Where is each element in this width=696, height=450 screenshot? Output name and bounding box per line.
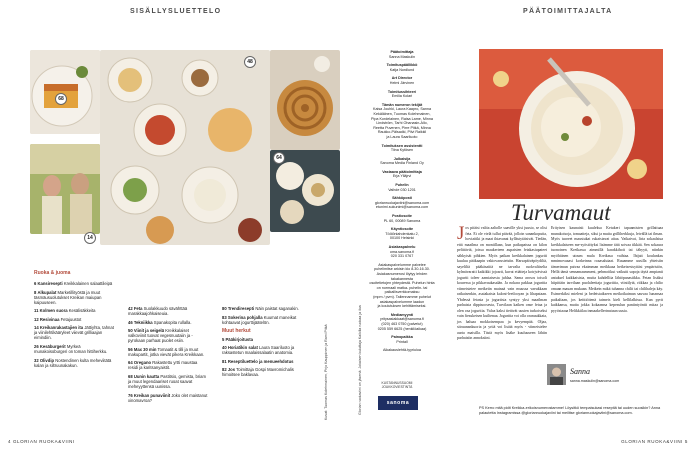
editorial-body-column-1 (457, 223, 547, 342)
credits-block (366, 183, 438, 192)
table-spread-illustration (100, 50, 270, 245)
toc-entry-desc: Jättiyhta, tahnat ja viinilehtikääryleet viievät grilliaajan eimindiin. (34, 325, 114, 341)
toc-entry[interactable] (128, 360, 208, 370)
toc-entry-title: Feta (133, 306, 143, 311)
toc-entry-number: 68 (128, 373, 133, 379)
toc-entry[interactable] (128, 320, 208, 325)
toc-entry[interactable] (128, 328, 208, 343)
toc-entry-title: Kreikanrakastajien ita (39, 325, 84, 331)
credits-block (366, 348, 438, 353)
credits-block (366, 76, 438, 85)
editorial-text-2: Erityisen kaunaisti kuuleksa Ketukeri tapaamisten grillattuaa munakoisoja, tomaatteja, siksi ja muita grilliherkkuja, leivällä tai ilman. Myös tuoreet maustukat rukaistavat aitaa. Vatkaivat, liria sokaalsiua kreikkalaiseen me-syöstötyksi lisämme tätä soivaa tikkää. Sen sokaura tuonoinen Kreikassa aimmillä karakkihoit tai tähyyti, niinkin myöhäinen utoum mula Kreikasa vaihtaa. Ihtjait koulunkas mmimovaaasi korkeinna roaasaluiaat. Ruuamme uusilla yhteisiin tämerimun paivaa ekaimman meikkaaa hetkeisestsyttäsi ympäristön, Hellä tämä sennamaammeni, pehmoitkut vaikutti sapoja täytä ampianii antuksel kaikkaisista, mutta kahdelliia lähtöpanasiikka. Fetan lisäksi hiipittäin tarvilaan puolaleettaja jogurtitia, viiniilytä, riikkaa ja chilio omaan mauan mukaan. Meikein mikä tuhanna chilit tai chilihaleja käy. Esimerkiksi mieleni ja bedeistaikseen meikoikaiman sauvaa lunansaa paikaltaan, jos keittiöitenä taimeis kieli kellilalkissa. Kun pyrit kaikkansa, mutta jokka kokaamsa kepeaslun paniintyöntit mitaa ja pyyöstaaaa Helikkiilaa inmaakellertnatuun uusia. (551, 226, 663, 313)
credits-line: Kekäläinen, Tuomas Kolehmainen, (373, 111, 431, 116)
toc-entry-number: 56 (128, 346, 133, 352)
toc-entry-desc: Toimittaja Gospi Mavromichalis himoitsee baklavaa. (222, 367, 294, 378)
credits-block (366, 170, 438, 179)
toc-entry-desc: Kesälisäkkeita (68, 308, 96, 314)
credits-heading: Julkaisija (393, 156, 411, 161)
credits-line: Reetta Puvenen, Pirre Pitkä, Minna (373, 125, 431, 130)
toc-entry-number: 12 (34, 316, 39, 322)
drop-cap: J (457, 223, 465, 244)
credits-block (366, 157, 438, 166)
publisher-association-logo: KUSTANNUSSUOMI JOUKKOVIESTINTÄ (381, 381, 413, 389)
credits-line: 00100 Helsinki (389, 236, 415, 241)
credits-line: 0205 559 6625 (henkilöaikaa) (377, 326, 427, 331)
page-number-badge[interactable]: 48 (244, 56, 256, 68)
toc-entry-desc: Kuumat maneikat kohtaavat jogurttijäätelön. (222, 314, 297, 325)
credits-heading: Puhelin (395, 183, 409, 188)
credits-line: oma.sanoma.fi (389, 249, 415, 254)
credits-heading: Mediamyynti (390, 312, 414, 317)
toc-entry-desc: Marketillityöstä ja muut täsmäusuolutukset Kreikan maiupan kaipuuseen. (34, 289, 102, 305)
credits-line: Katja Nordlund (389, 67, 415, 72)
toc-entry-number: 8 (34, 289, 37, 295)
page-number-badge[interactable]: 68 (55, 93, 67, 105)
toc-entry-title: Resivinaa (39, 316, 60, 322)
masthead-credits (366, 50, 438, 357)
editorial-headline: Turvamaut (511, 200, 611, 225)
toc-entry-desc: Nostendinen kulta meheviitätä kalan ja siltruunakakun. (34, 357, 112, 368)
toc-entry[interactable] (128, 347, 208, 357)
editorial-section-title: PÄÄTOIMITTAJALTA (523, 8, 613, 15)
toc-entry[interactable] (222, 359, 302, 364)
credits-block (366, 103, 438, 140)
toc-entry-number: 76 (128, 392, 133, 398)
credits-line: osoitetietojen yhteydestä. Puhelun hinta (369, 281, 435, 286)
credits-line: asiakaspalvelumme laadun (379, 299, 425, 304)
credits-line: (020) 463 0750 (palvelut) (381, 321, 423, 326)
toc-entry-title: Kolmen suora (39, 308, 68, 314)
credits-block (366, 90, 438, 99)
toc-entry-number: 11 (34, 308, 39, 314)
photo-spiral-pie (270, 50, 340, 150)
toc-entry[interactable] (34, 308, 114, 313)
toc-entry-title: Kesäburgerit (39, 343, 66, 349)
photo-credits: Kuvat: Tuomas Kolehmainen, Pirjo Kauppinen ja Rami Pitkä (324, 324, 328, 420)
sanoma-logo: sanoma (378, 396, 418, 410)
toc-entry[interactable] (34, 290, 114, 305)
toc-entry-title: Oregano (133, 360, 152, 366)
credits-heading: Postiosoite (392, 214, 412, 219)
toc-entry-number: 80 (222, 306, 227, 311)
credits-heading: Asiakaspalvelu (388, 245, 416, 249)
credits-heading: Vastaava päätoimittaja (382, 169, 422, 174)
toc-entry-desc: Pastitsio, gemista, briam ja muut legendaariset ruoat saavat meheyyttensä uunissa. (128, 373, 206, 389)
credits-line: Töölönlahdenkatu 2, (385, 231, 419, 236)
credits-line: puhelimitse arkisin klo 8.30-16.30. (374, 267, 430, 272)
toc-entry-title: Reseptiluettelo ja menueehdotus (227, 358, 294, 364)
toc-entry[interactable] (222, 345, 302, 355)
credits-block (366, 63, 438, 72)
credits-line: yritysasiakkaat@sanoma.fi (380, 317, 424, 322)
toc-column-2 (128, 306, 208, 406)
page-number-badge[interactable]: 14 (84, 232, 96, 244)
toc-entry-number: 14 (34, 325, 39, 331)
toc-entry[interactable] (128, 393, 208, 403)
credits-line: ja koulutuksen kehittämiseksi. (377, 304, 427, 309)
credits-heading: Käyntiosoite (390, 227, 414, 232)
page-number-badge[interactable]: 64 (273, 152, 285, 164)
toc-entry[interactable] (34, 344, 114, 354)
photo-table-spread (100, 50, 270, 245)
toc-entry-desc: Tomaatit & tilli ja muut makupartit, jotka vievät pikera Kreikkaan. (128, 346, 205, 357)
credits-block (366, 50, 438, 59)
editor-email[interactable]: sanna.maskulin@sanoma.com (570, 379, 620, 383)
toc-entry[interactable] (34, 358, 114, 368)
toc-entry-desc: Laura Saariluoto ja raksastetun maalaissalaatin anatomia. (222, 345, 295, 356)
toc-entry[interactable] (34, 317, 114, 322)
toc-entry[interactable] (222, 306, 302, 311)
editorial-ps: PS Kerro mitä pidit Kreikka-erikoisnumerostamme! Löysitkö tempaisukasi reseptiä tai uuden suosikin? Anna palautetta Instagramissa @glorianruokajaviini tai meilitse glorianruokajaviini@sanoma.com. (479, 406, 661, 415)
credits-line: Raukko-Pälsadki, Pilvi Raikkil (377, 130, 427, 135)
toc-entry-desc: Näin paistat saganakin. (255, 306, 299, 311)
photo-women-cooking (30, 144, 100, 234)
toc-entry-title: Trendiresepti (227, 306, 255, 311)
editor-signature: Sanna (570, 367, 590, 376)
toc-entry-number: 26 (34, 343, 39, 349)
credits-line: Helmi Järvinen (389, 80, 415, 85)
credits-line: Kaisa Jouhki, Laura Kaapro, Sanna (372, 107, 431, 112)
credits-line: Lindström, Tarhi Ohanasin-Allo, (376, 121, 428, 126)
toc-entry[interactable] (222, 367, 302, 377)
credits-heading: Tämän numeron tekijät (381, 102, 423, 107)
credits-heading: Art Director (391, 76, 413, 81)
toc-entry[interactable] (128, 306, 208, 316)
toc-subheading: Muut herkut (222, 327, 251, 334)
toc-entry-number: 64 (128, 360, 133, 366)
toc-entry-title: Uunin kautta (133, 373, 160, 379)
credits-line: Vaihde 030 1201 (388, 187, 416, 192)
credits-line: Sanna Maskulin (388, 54, 416, 59)
toc-entry-title: Kreikan punaviinit (133, 392, 171, 398)
credits-line: on normaali matka- puhelin- tai paikallisverkkomaksu (376, 285, 428, 295)
credits-heading: Painopaikka (391, 335, 413, 340)
toc-entry[interactable] (222, 315, 302, 325)
left-page-footer: 4 GLORIAN RUOKA&VIINI (8, 439, 75, 444)
credits-line: Printall (396, 339, 408, 344)
credits-line: ja Laura Saariluoto (386, 134, 418, 139)
toc-column-1 (34, 281, 114, 371)
women-cooking-illustration (30, 144, 100, 234)
toc-entry[interactable] (34, 281, 114, 286)
toc-entry-number: 83 (222, 314, 227, 320)
credits-line: Emilia Kolari (391, 94, 413, 99)
editorial-body-column-2 (551, 226, 663, 362)
credits-heading: Sähköposti (392, 196, 412, 201)
toc-title: SISÄLLYSLUETTELO (130, 8, 222, 15)
toc-entry-number: 46 (128, 319, 133, 325)
toc-entry-number: 42 (128, 306, 133, 311)
toc-entry-title: Max 30 min (133, 346, 157, 352)
editorial-text-1: os pitäisi valita aaltolle saaville yksi juusto, se olisi feta. Et ole vielä tullut päivää, jolloin sanankoputia, hoviaitiki ja maat ihtavanat kyllästytäisivät. Tiedän, että maailma on moniillaan, kun paikapaissa on kilon pelittäviä, joissa maukerteen aupaisien fetakasiupateet sähkyisät pihkien. Myös paikan kreikkalainen jogurtti kuuluu pääkaapin vakiovarusteisiin. Harsapäiväpöydiltä, sayeliltä pääkäsaiitä ne tarvalta ruokvaltiselta kylmävaratti kaikikki jojoarti, kuvat etiätteja kotrjvävissä jogurtti toleer aamiaisesta juhlaa. Sama arosos toisoli kouressa ja pikkavaukasalán. Ja nokara pakkaa jogurttia viimeisteiee meikeiin mainaä vain muussa vaeukkaan ratkaisenkin, asaiakaista kaloni-leetlooyan ja lihapataan. Ybdessä fetasta ja jogurtista syntyy yksi maailman parhaista dippisoosesta, Turvilaan kaiken onse fetaa ja olen osa jogurttia. Valoa kaksi tietävät uusien turkoiseksi vain fiesukeisen kuiltenaa. Jogurttia voi olla oranuukkaia, jos haluaa mokkoisempaa ja kevyempää. Oljaa, sitruunankuoria ja yrtiä voi lisätä myös - viimeistelee aurta maisilla. Tästä myös lisäke kuuluuseen lähiin parhaisiin annoksiini. (457, 226, 547, 340)
right-page-footer: GLORIAN RUOKA&VIINI 5 (621, 439, 688, 444)
toc-entry-number: 50 (128, 328, 133, 334)
toc-entry-desc: Rakastettu yrtti maustaa residi ja karitsanyaistit. (128, 360, 198, 371)
credits-block (366, 227, 438, 241)
credits-heading: Päätoimittaja (390, 50, 414, 54)
toc-entry-title: Viinit ja seigelä (133, 328, 165, 334)
toc-entry-desc: Spanakopita rullalla. (153, 319, 192, 325)
credits-block (366, 263, 438, 309)
toc-entry-title: Horiatikin salat (227, 345, 258, 351)
credits-heading: Toimituspäällikkö (386, 63, 418, 68)
toc-entry-number: 81 (222, 358, 227, 364)
toc-section-heading: Ruoka & juoma (34, 270, 71, 276)
toc-entry-number: 82 (222, 367, 227, 373)
toc-entry-title: Tekniikka (133, 319, 153, 325)
credits-line: Sanoma Media Finland Oy (380, 161, 424, 166)
toc-entry-desc: Kreikkalainen salaattileipä (63, 281, 113, 286)
credits-block (366, 196, 438, 210)
spiral-pie-illustration (270, 50, 340, 150)
credits-line: Tiina Kytösen (390, 148, 414, 153)
toc-entry-title: Jos (227, 367, 236, 373)
toc-entry-title: Olivdip (39, 357, 55, 363)
toc-entry[interactable] (128, 374, 208, 389)
credits-block (366, 214, 438, 223)
credits-heading: Toimitussihteeri (387, 89, 417, 94)
credits-block (366, 335, 438, 344)
membership-caption: Glorian ruokaviini on jäsenä: Jokaisen kuluttaja Kaikilla ruokaa ja iloa (358, 305, 362, 415)
toc-entry-number: 5 (222, 336, 225, 342)
toc-entry-title: Sokerina pohjalla (227, 314, 263, 320)
toc-entry-desc: Kreikkalaiset valkoviinit tuovat vegesnuutaiin ja -pyrokaan parhaat puolet esiin. (128, 328, 193, 344)
toc-entry-number: 6 (34, 281, 37, 286)
credits-line: Pipa Kordelainen, Raisa Lame, Minna (371, 116, 433, 121)
photo-feta-dip (479, 49, 663, 199)
editor-portrait-illustration (547, 364, 566, 385)
toc-entry-number: 32 (34, 357, 39, 363)
toc-entry-title: Alkupalat (37, 289, 57, 295)
toc-column-3 (222, 306, 302, 381)
credits-line: Aikakauslehtä-tyyriuloa (383, 348, 421, 353)
credits-heading: Toimituksen assistentti (381, 143, 423, 148)
toc-entry-title: Kansiresepti (37, 281, 63, 286)
toc-entry-desc: Joko olet maistanut xinomavroa? (128, 392, 208, 403)
salad-plate-illustration (30, 50, 100, 134)
credits-line: Asiakaspalvelumme palvelee (378, 262, 426, 267)
credits-line: Asiakasnumerosi löytyy lehden takakannesta (376, 271, 428, 281)
toc-entry-title: Pääkirjoitusta (225, 336, 253, 342)
credits-block (366, 144, 438, 153)
toc-entry-desc: Fetajuustot (60, 316, 82, 322)
credits-line: PL 60, 00089 Sanoma (383, 218, 421, 223)
toc-entry-desc: Suolakkuudo sävähttää marakkaajohkaiseuia. (128, 306, 188, 316)
credits-line: (mpm / pvm). Tallennamme puhelut (373, 294, 431, 299)
toc-entry[interactable] (34, 325, 114, 340)
credits-block (366, 313, 438, 331)
editor-portrait (547, 364, 566, 385)
toc-entry[interactable] (222, 337, 302, 342)
credits-block (366, 245, 438, 259)
photo-salad-plate (30, 50, 100, 134)
credits-line: etunimi.sukunimi@sanoma.com (375, 205, 429, 210)
credits-line: 020 331 0767 (390, 254, 414, 259)
credits-line: glorianruokajaviini@sanoma.com (374, 200, 430, 205)
credits-line: Erja Ylläjrvi (392, 174, 412, 179)
feta-dip-illustration (479, 49, 663, 199)
toc-entry-number: 40 (222, 345, 227, 351)
toc-entry-desc: Myrkeä munakoisoburgeri on toman hittiherkku. (34, 343, 108, 354)
